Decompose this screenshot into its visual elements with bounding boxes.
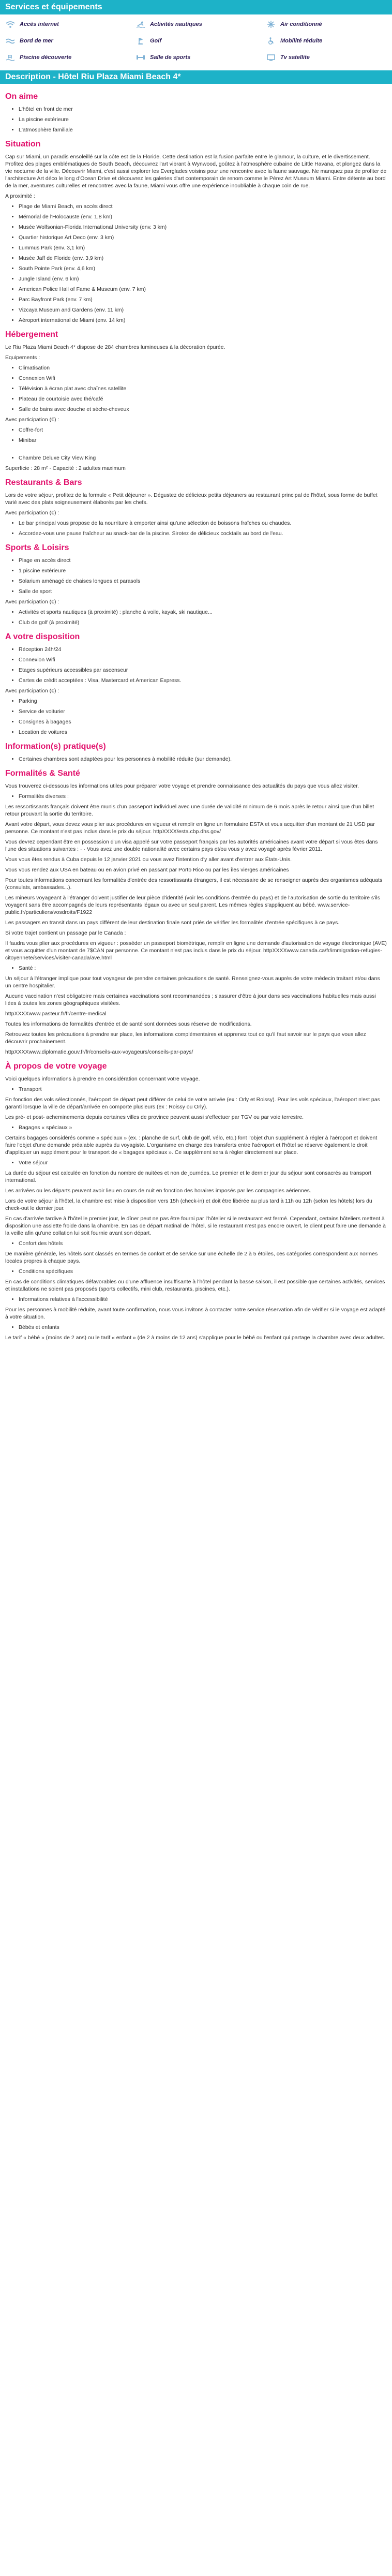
climat-bullet — [5, 1268, 387, 1275]
list-item: • Location de voitures — [19, 729, 387, 736]
bagages-paragraph: Certains bagages considérés comme « spéciaux » (ex. : planche de surf, club de golf, vélo, etc.) font l'objet d'un supplément à régler à l'aéroport et doivent faire l'objet d'une demande préalable auprès du voyagiste. L'organisme en charge des transferts entre l'aéroport et l'hôtel se réserve également le droit d'appliquer un supplément pour le transport de « bagages spéciaux ». Ce supplément sera à régler directement sur place. — [5, 1135, 378, 1156]
bebes-paragraph: Le tarif « bébé » (moins de 2 ans) ou le tarif « enfant » (de 2 à moins de 12 ans) s'applique pour le bébé ou l'enfant qui partage la chambre avec deux adultes. — [5, 1335, 385, 1341]
hebergement-intro: Le Riu Plaza Miami Beach 4* dispose de 284 chambres lumineuses à la décoration épurée. — [5, 344, 225, 350]
confort-paragraph: De manière générale, les hôtels sont classés en termes de confort et de service sur une échelle de 2 à 5 étoiles, ces catégories correspondent aux normes locales propres à chaque pays. — [5, 1251, 378, 1264]
access-paragraph: Pour les personnes à mobilité réduite, avant toute confirmation, nous vous invitons à contacter notre service réservation afin de vérifier si le voyage est adapté à votre situation. — [5, 1307, 386, 1320]
equipment-label: Salle de sports — [150, 54, 191, 61]
equipements-label: Equipements : — [5, 354, 40, 361]
room-paid-list — [5, 426, 387, 444]
list-item: • Minibar — [19, 437, 387, 444]
list-item: • Connexion Wifi — [19, 656, 387, 663]
participation-label: Avec participation (€) : — [5, 599, 59, 605]
equipment-label: Mobilité réduite — [280, 38, 323, 44]
formalites-paragraph: Les ressortissants français doivent être munis d'un passeport individuel avec une durée de validité minimum de 6 mois après le retour ainsi que d'un billet retour prouvant la sortie du territoire. — [5, 804, 374, 817]
formalites-paragraph: Il faudra vous plier aux procédures en vigueur : posséder un passeport biométrique, remplir en ligne une demande d'autorisation de voyage électronique (AVE) et vous acquitter d'un montant de 7$CAN par personne. Ce montant n'est pas inclus dans le prix du séjour. httpXXXXwww.canada.ca/fr/immigration-refugies-citoyennete/services/visiter-canada/ave.html — [5, 940, 387, 961]
equipment-item — [5, 19, 135, 30]
list-item: • Consignes à bagages — [19, 718, 387, 726]
list-item: • Plage en accès direct — [19, 557, 387, 564]
list-item: • Aéroport international de Miami (env. 14 km) — [19, 317, 387, 324]
sports-list — [5, 557, 387, 595]
formalites-paragraph: Avant votre départ, vous devez vous plier aux procédures en vigueur et remplir en ligne un formulaire ESTA et vous acquitter d'un montant de 21 USD par personne. Ce montant n'est pas inclus dans le prix du séjour. httpXXXX/esta.cbp.dhs.gov/ — [5, 821, 375, 835]
list-item: • Solarium aménagé de chaises longues et parasols — [19, 578, 387, 585]
propos-intro: Voici quelques informations à prendre en considération concernant votre voyage. — [5, 1076, 200, 1082]
formalites-paragraph: Si votre trajet contient un passage par le Canada : — [5, 930, 126, 936]
sante-paragraph: httpXXXXwww.diplomatie.gouv.fr/fr/conseils-aux-voyageurs/conseils-par-pays/ — [5, 1049, 193, 1055]
on-aime-heading: On aime — [5, 92, 38, 101]
list-item: • Climatisation — [19, 364, 387, 372]
participation-label: Avec participation (€) : — [5, 688, 59, 694]
sante-paragraph: Aucune vaccination n'est obligatoire mais certaines vaccinations sont recommandées ; s'assurer d'être à jour dans ses vaccinations habituelles mais aussi liées à toutes les zones géographiques visitées. — [5, 993, 376, 1006]
climat-paragraph: En cas de conditions climatiques défavorables ou d'une affluence insuffisante à l'hôtel pendant la basse saison, il est possible que certaines activités, services et installations ne soient pas proposés (sports collectifs, mini club, restaurants, piscines, etc.). — [5, 1279, 385, 1292]
wifi-icon — [5, 21, 16, 28]
snowflake-icon — [266, 21, 276, 28]
list-item: • Mémorial de l'Holocauste (env. 1,8 km) — [19, 213, 387, 220]
equipment-label: Air conditionné — [280, 21, 322, 27]
list-item: • Service de voiturier — [19, 708, 387, 715]
room-type-list — [5, 454, 387, 462]
list-item: • Connexion Wifi — [19, 375, 387, 382]
hebergement-heading: Hébergement — [5, 330, 58, 339]
transport-paragraph: Les pré- et post- acheminements depuis certaines villes de province peuvent aussi s'effectuer par TGV ou par voie terrestre. — [5, 1114, 304, 1120]
bebes-bullet — [5, 1324, 387, 1331]
description-title-band: Description - Hôtel Riu Plaza Miami Beach 4* — [0, 70, 392, 84]
equipment-item — [266, 19, 392, 30]
sante-paragraph: Retrouvez toutes les précautions à prendre sur place, les informations complémentaires et apprenez tout ce qu'il faut savoir sur le pays que vous allez découvrir prochainement. — [5, 1031, 366, 1045]
list-item: • Lummus Park (env. 3,1 km) — [19, 244, 387, 251]
sante-paragraph: Un séjour à l'étranger implique pour tout voyageur de prendre certaines précautions de santé. Renseignez-vous auprès de votre médecin traitant et/ou dans un centre hospitalier. — [5, 975, 380, 989]
list-item: • South Pointe Park (env. 4,6 km) — [19, 265, 387, 272]
formalites-paragraph: Les passagers en transit dans un pays différent de leur destination finale sont priés de vérifier les formalités d'entrée spécifiques à ce pays. — [5, 920, 340, 926]
water-sports-icon — [135, 21, 146, 28]
formalites-intro: Vous trouverez ci-dessous les informations utiles pour préparer votre voyage et prendre connaissance des actualités du pays que vous allez visiter. — [5, 783, 359, 789]
room-surface: Superficie : 28 m² · Capacité : 2 adultes maximum — [5, 465, 126, 471]
list-item: • American Police Hall of Fame & Museum (env. 7 km) — [19, 286, 387, 293]
equipment-label: Tv satellite — [280, 54, 310, 61]
restaurants-heading: Restaurants & Bars — [5, 478, 82, 487]
equipment-item — [135, 19, 266, 30]
waves-icon — [5, 37, 16, 45]
disposition-paid-list — [5, 698, 387, 736]
equipment-item — [5, 52, 135, 63]
list-item: • Informations relatives à l'accessibilité — [19, 1296, 387, 1303]
formalites-heading: Formalités & Santé — [5, 769, 80, 778]
list-item: • Jungle Island (env. 6 km) — [19, 275, 387, 283]
sports-heading: Sports & Loisirs — [5, 543, 69, 552]
equipment-label: Golf — [150, 38, 161, 44]
equipment-label: Activités nautiques — [150, 21, 202, 27]
equipment-item — [135, 35, 266, 47]
sejour-bullet — [5, 1159, 387, 1166]
list-item: • Club de golf (à proximité) — [19, 619, 387, 626]
wheelchair-icon — [266, 37, 276, 45]
list-item: • Quartier historique Art Deco (env. 3 km) — [19, 234, 387, 241]
description-body — [0, 84, 392, 1341]
list-item: • Musée Wolfsonian-Florida International University (env. 3 km) — [19, 224, 387, 231]
list-item: • Certaines chambres sont adaptées pour les personnes à mobilité réduite (sur demande). — [19, 756, 387, 763]
list-item: • Bagages « spéciaux » — [19, 1124, 387, 1131]
situation-text: Cap sur Miami, un paradis ensoleillé sur la côte est de la Floride. Cette destination est la fusion parfaite entre le glamour, la culture, et le divertissement. Profitez des plages emblématiques de South Beach, découvrez l'art vibrant à Wynwood, goûtez à l'atmosphère cubaine de Little Havana, et plongez dans la vie nocturne de la ville. Découvrir Miami, c'est aussi explorer les Everglades voisins pour une rencontre avec la faune sauvage. Ne manquez pas de profiter de l'architecture Art déco le long d'Ocean Drive et découvrez les galeries d'art contemporain de renom comme le Pérez Art Museum Miami. Entre détente au bord de la mer, aventures culturelles et rencontres avec la faune, Miami vous offre une expérience inoubliable à chaque coin de rue. — [5, 154, 387, 189]
equipment-item — [266, 52, 392, 63]
pratiques-heading: Information(s) pratique(s) — [5, 742, 106, 751]
sejour-paragraph: La durée du séjour est calculée en fonction du nombre de nuitées et non de journées. Le premier et le dernier jour du séjour sont consacrés au transport international. — [5, 1170, 372, 1183]
list-item: • L'atmosphère familiale — [19, 126, 387, 134]
pratiques-list — [5, 756, 387, 763]
equipment-grid — [0, 14, 392, 70]
sejour-paragraph: Lors de votre séjour à l'hôtel, la chambre est mise à disposition vers 15h (check-in) et doit être libérée au plus tard à 11h ou 12h (selon les hôtels) lors du check-out le dernier jour. — [5, 1198, 372, 1211]
restaurants-list — [5, 520, 387, 537]
participation-label: Avec participation (€) : — [5, 510, 59, 516]
list-item: • Musée Jaff de Floride (env. 3,9 km) — [19, 255, 387, 262]
list-item: • Réception 24h/24 — [19, 646, 387, 653]
confort-bullet — [5, 1240, 387, 1247]
proximity-label: A proximité : — [5, 193, 35, 199]
list-item: • Cartes de crédit acceptées : Visa, Mastercard et American Express. — [19, 677, 387, 684]
restaurants-intro: Lors de votre séjour, profitez de la formule « Petit déjeuner ». Dégustez de délicieux petits déjeuners au restaurant principal de l'hôtel, sous forme de buffet varié avec des plats soigneusement élaborés par les chefs. — [5, 492, 378, 506]
list-item: • Télévision à écran plat avec chaînes satellite — [19, 385, 387, 392]
equipment-label: Piscine découverte — [20, 54, 72, 61]
formalites-paragraph: Les mineurs voyageant à l'étranger doivent justifier de leur pièce d'identité (voir les conditions d'entrée du pays) et de l'autorisation de sortie du territoire s'ils voyagent sans être accompagnés de leurs représentants légaux ou avec un seul parent. Les mêmes règles s'appliquent au bébé. www.service-public.fr/particuliers/vosdroits/F1922 — [5, 895, 380, 915]
list-item: • Salle de sport — [19, 588, 387, 595]
sejour-paragraph: Les arrivées ou les départs peuvent avoir lieu en cours de nuit en fonction des horaires imposés par les compagnies aériennes. — [5, 1188, 311, 1194]
golf-icon — [135, 37, 146, 45]
propos-heading: À propos de votre voyage — [5, 1062, 107, 1071]
formalites-paragraph: Vous vous rendez aux USA en bateau ou en avion privé en passant par Porto Rico ou par les îles vierges américaines — [5, 867, 289, 873]
list-item: • L'hôtel en front de mer — [19, 106, 387, 113]
access-bullet — [5, 1296, 387, 1303]
equipment-item — [135, 52, 266, 63]
pool-icon — [5, 54, 16, 61]
on-aime-list — [5, 106, 387, 134]
formalites-paragraph: Pour toutes informations concernant les formalités d'entrée des ressortissants étrangers, il est nécessaire de se renseigner auprès des organismes adéquats (consulats, ambassades...). — [5, 877, 383, 891]
list-item: • Votre séjour — [19, 1159, 387, 1166]
list-item: • Conditions spécifiques — [19, 1268, 387, 1275]
equipment-title-band: Services et équipements — [0, 0, 392, 14]
bagages-bullet — [5, 1124, 387, 1131]
tv-icon — [266, 54, 276, 61]
list-item: • Transport — [19, 1086, 387, 1093]
transport-bullet — [5, 1086, 387, 1093]
list-item: • Parking — [19, 698, 387, 705]
equipment-item — [5, 35, 135, 47]
airport-list — [5, 317, 387, 324]
list-item: • Santé : — [19, 965, 387, 972]
list-item: • Plage de Miami Beach, en accès direct — [19, 203, 387, 210]
list-item: • Vizcaya Museum and Gardens (env. 11 km) — [19, 306, 387, 314]
list-item: • Parc Bayfront Park (env. 7 km) — [19, 296, 387, 303]
formalites-paragraph: Vous devrez cependant être en possession d'un visa appelé sur votre passeport français par les autorités américaines avant votre départ si vous êtes dans l'une des situations suivantes : · · Vous avez une double nationalité avec certains pays et/ou vous y avez voyagé après février 2011. — [5, 839, 378, 852]
room-equipment-list — [5, 364, 387, 413]
formalites-paragraph: Vous vous êtes rendus à Cuba depuis le 12 janvier 2021 ou vous avez l'intention d'y aller avant d'entrer aux États-Unis. — [5, 856, 292, 863]
list-item: • Activités et sports nautiques (à proximité) : planche à voile, kayak, ski nautique... — [19, 609, 387, 616]
disposition-list — [5, 646, 387, 684]
list-item: • Coffre-fort — [19, 426, 387, 434]
list-item: • 1 piscine extérieure — [19, 567, 387, 574]
list-item: • Chambre Deluxe City View King — [19, 454, 387, 462]
equipment-label: Accès internet — [20, 21, 59, 27]
equipment-label: Bord de mer — [20, 38, 53, 44]
list-item: • Formalités diverses : — [19, 793, 387, 800]
sante-bullet — [5, 965, 387, 972]
disposition-heading: A votre disposition — [5, 632, 80, 641]
list-item: • La piscine extérieure — [19, 116, 387, 123]
sante-paragraph: Toutes les informations de formalités d'entrée et de santé sont données sous réserve de modifications. — [5, 1021, 252, 1027]
formalites-bullet — [5, 793, 387, 800]
sante-paragraph: httpXXXXwww.pasteur.fr/fr/centre-medical — [5, 1011, 107, 1017]
equipment-item — [266, 35, 392, 47]
sejour-paragraph: En cas d'arrivée tardive à l'hôtel le premier jour, le dîner peut ne pas être fourni par l'hôtelier si le restaurant est fermé. Cependant, certains hôteliers mettent à disposition une assiette froide dans la chambre. En cas de départ matinal de l'hôtel, si le restaurant n'est pas encore ouvert, le client peut faire une demande à la veille afin qu'une collation lui soit fournie avant son départ. — [5, 1216, 386, 1236]
list-item: • Salle de bains avec douche et sèche-cheveux — [19, 406, 387, 413]
list-item: • Bébés et enfants — [19, 1324, 387, 1331]
list-item: • Accordez-vous une pause fraîcheur au snack-bar de la piscine. Sirotez de délicieux cocktails au bord de l'eau. — [19, 530, 387, 537]
list-item: • Etages supérieurs accessibles par ascenseur — [19, 667, 387, 674]
sports-paid-list — [5, 609, 387, 626]
list-item: • Le bar principal vous propose de la nourriture à emporter ainsi qu'une sélection de boissons fraîches ou chaudes. — [19, 520, 387, 527]
situation-heading: Situation — [5, 140, 41, 149]
participation-label: Avec participation (€) : — [5, 417, 59, 423]
dumbbell-icon — [135, 54, 146, 61]
proximity-list — [5, 203, 387, 314]
transport-paragraph: En fonction des vols sélectionnés, l'aéroport de départ peut différer de celui de votre arrivée (ex : Orly et Roissy). Pour les vols spéciaux, l'aéroport n'est pas garanti lorsque la ville de départ/arrivée en comporte plusieurs (ex : Roissy ou Orly). — [5, 1097, 380, 1110]
list-item: • Plateau de courtoisie avec thé/café — [19, 395, 387, 403]
list-item: • Confort des hôtels — [19, 1240, 387, 1247]
